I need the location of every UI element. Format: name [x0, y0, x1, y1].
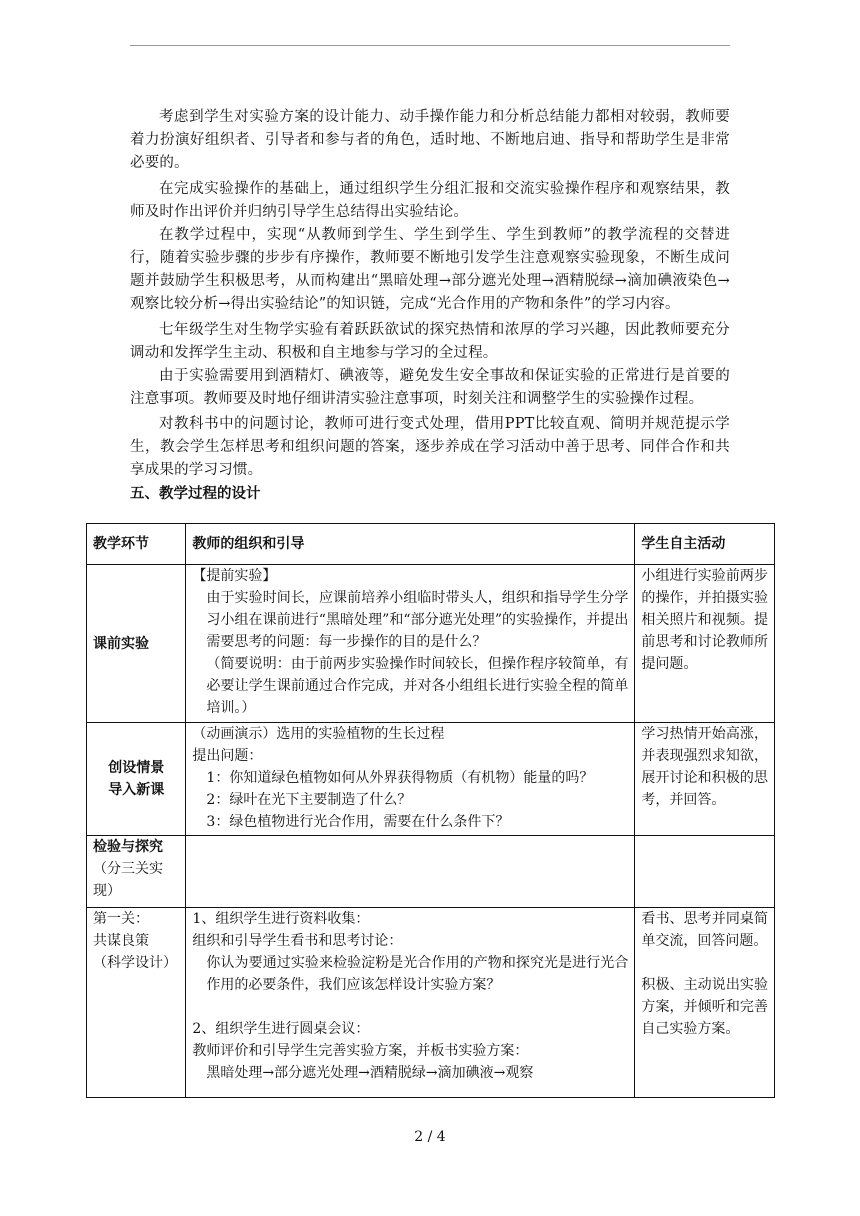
teacher-line: 你认为要通过实验来检验淀粉是光合作用的产物和探究光是进行光合作用的必要条件，我们应该怎样设计实验方案？ — [206, 955, 629, 993]
stage-line: 导入新课 — [108, 782, 165, 798]
teacher-line: 2、组织学生进行圆桌会议： — [192, 1021, 370, 1037]
stage-level-one — [87, 908, 186, 1098]
table-header-row — [87, 524, 775, 565]
teacher-line: 3：绿色植物进行光合作用，需要在什么条件下？ — [206, 814, 510, 830]
teacher-line: （动画演示）选用的实验植物的生长过程 — [192, 726, 445, 742]
paragraph-5: 由于实验需要用到酒精灯、碘液等，避免发生安全事故和保证实验的正常进行是首要的注意事项。教师要及时地仔细讲清实验注意事项，时刻关注和调整学生的实验操作过程。 — [130, 368, 730, 407]
header-student: 学生自主活动 — [635, 524, 775, 565]
teacher-cell-inquiry — [186, 836, 635, 908]
student-line: 看书、思考并同桌简单交流，回答问题。 — [641, 911, 768, 949]
teacher-line: （简要说明：由于前两步实验操作时间较长，但操作程序较简单，有必要让学生课前通过合作完成，并对各小组组长进行实验全程的简单培训。） — [206, 656, 629, 716]
header-teacher: 教师的组织和引导 — [186, 524, 635, 565]
stage-intro — [87, 723, 186, 836]
section-title: 五、教学过程的设计 — [130, 486, 261, 502]
student-line: 积极、主动说出实验方案，并倾听和完善自己实验方案。 — [641, 977, 768, 1037]
paragraph-2: 在完成实验操作的基础上，通过组织学生分组汇报和交流实验操作程序和观察结果，教师及时作出评价并归纳引导学生总结得出实验结论。 — [130, 181, 730, 220]
teacher-line: 黑暗处理→部分遮光处理→酒精脱绿→滴加碘液→观察 — [206, 1065, 534, 1081]
teacher-cell-intro — [186, 723, 635, 836]
header-rule — [130, 45, 730, 46]
paragraph-4: 七年级学生对生物学实验有着跃跃欲试的探究热情和浓厚的学习兴趣，因此教师要充分调动和发挥学生主动、积极和自主地参与学习的全过程。 — [130, 322, 730, 361]
spacer — [641, 952, 768, 974]
teacher-line: 1：你知道绿色植物如何从外界获得物质（有机物）能量的吗？ — [206, 770, 594, 786]
teacher-cell-pre-experiment — [186, 565, 635, 723]
teacher-line: 2：绿叶在光下主要制造了什么？ — [206, 792, 412, 808]
teacher-line: 1、组织学生进行资料收集： — [192, 911, 370, 927]
paragraph-1: 考虑到学生对实验方案的设计能力、动手操作能力和分析总结能力都相对较弱，教师要着力扮演好组织者、引导者和参与者的角色，适时地、不断地启迪、指导和帮助学生是非常必要的。 — [130, 109, 730, 171]
stage-subtitle: （分三关实现） — [93, 861, 163, 899]
stage-line: （科学设计） — [93, 955, 177, 971]
paragraph-3: 在教学过程中，实现“从教师到学生、学生到学生、学生到教师”的教学流程的交替进行，随着实验步骤的步步有序操作，教师要不断地引发学生注意观察实验现象，不断生成问题并鼓励学生积极思考，从而构建出“黑暗处理→部分遮光处理→酒精脱绿→滴加碘液染色→观察比较分析→得出实验结论”的知识链，完成“光合作用的产物和条件”的学习内容。 — [130, 227, 730, 312]
student-cell-pre-experiment: 小组进行实验前两步的操作，并拍摄实验相关照片和视频。提前思考和讨论教师所提问题。 — [635, 565, 775, 723]
teacher-line: 组织和引导学生看书和思考讨论： — [192, 933, 403, 949]
teacher-line: 由于实验时间长，应课前培养小组临时带头人，组织和指导学生分学习小组在课前进行“黑暗处理”和“部分遮光处理”的实验操作，并提出需要思考的问题：每一步操作的目的是什么？ — [206, 590, 629, 650]
table-row-level-one — [87, 908, 775, 1098]
student-cell-level-one — [635, 908, 775, 1098]
student-cell-intro: 学习热情开始高涨，并表现强烈求知欲，展开讨论和积极的思考，并回答。 — [635, 723, 775, 836]
page-number: 2 / 4 — [414, 1129, 446, 1145]
lesson-process-table — [86, 523, 775, 1098]
teacher-line: 提出问题： — [192, 748, 263, 764]
table-row-inquiry — [87, 836, 775, 908]
spacer — [192, 996, 628, 1018]
stage-pre-experiment: 课前实验 — [87, 565, 186, 723]
stage-title: 检验与探究 — [93, 839, 163, 855]
teacher-cell-level-one — [186, 908, 635, 1098]
teacher-line: 教师评价和引导学生完善实验方案，并板书实验方案： — [192, 1043, 529, 1059]
table-row-intro — [87, 723, 775, 836]
header-stage: 教学环节 — [87, 524, 186, 565]
stage-line: 第一关： — [93, 911, 149, 927]
stage-line: 共谋良策 — [93, 933, 149, 949]
stage-line: 创设情景 — [108, 760, 165, 776]
student-cell-inquiry — [635, 836, 775, 908]
stage-inquiry — [87, 836, 186, 908]
paragraph-6: 对教科书中的问题讨论，教师可进行变式处理，借用PPT比较直观、简明并规范提示学生，教会学生怎样思考和组织问题的答案，逐步养成在学习活动中善于思考、同伴合作和共享成果的学习习惯。 — [130, 416, 730, 478]
table-row-pre-experiment — [87, 565, 775, 723]
teacher-line: 【提前实验】 — [192, 568, 277, 584]
